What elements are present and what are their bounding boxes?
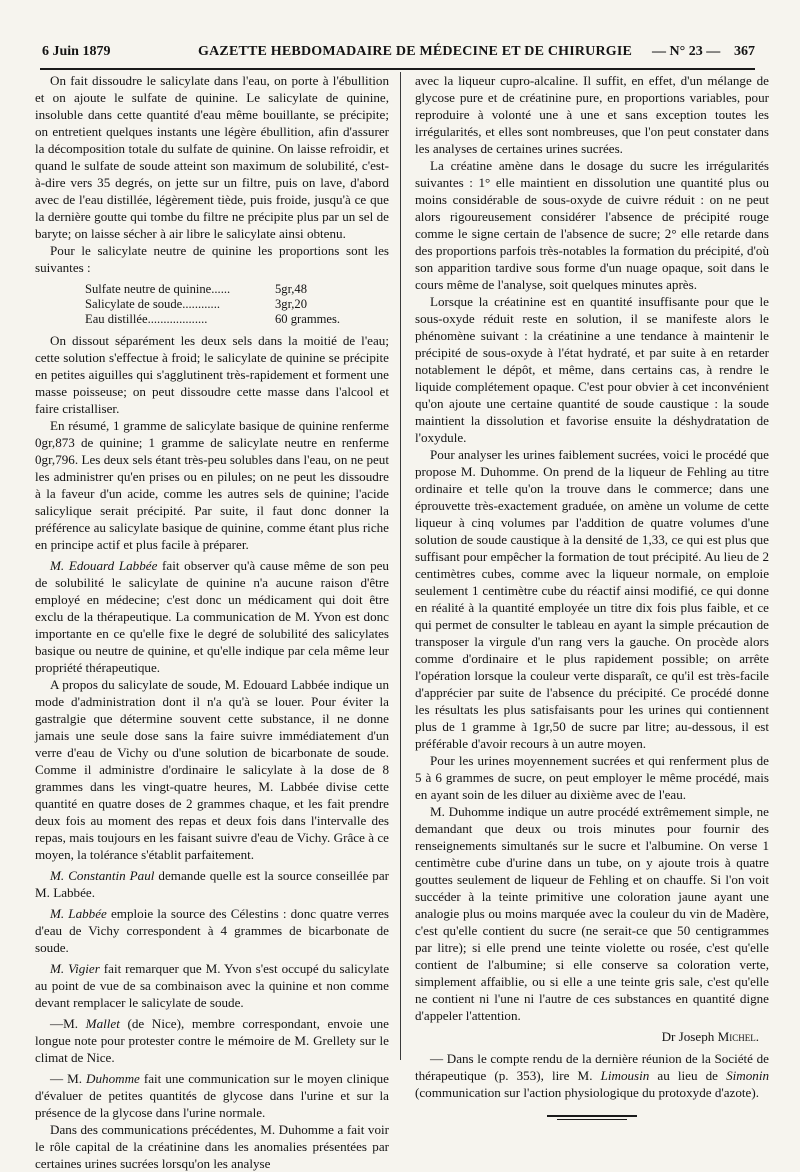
speaker-name: M. Edouard Labbée [50,558,158,573]
table-cell-ingredient: Sulfate neutre de quinine...... [85,282,231,296]
paragraph [35,557,389,676]
paragraph-text: demande quelle est la source conseillée par M. Labbée. [35,868,390,900]
paragraph: avec la liqueur cupro-alcaline. Il suffit, en effet, d'un mélange de glycose pure et de créatinine pure, en proportions variables, pour reproduire à volonté une à une et sans exception toutes les irrégularités, et elles sont nombreuses, que l'on peut constater dans les analyses de certaines urines sucrées. [415,73,769,156]
speaker-name: Duhomme [86,1071,140,1086]
table-row [85,297,389,312]
paragraph: Pour les urines moyennement sucrées et qui renferment plus de 5 à 6 grammes de sucre, on peut employer le même procédé, mais en ayant soin de les diluer au dixième avec de l'eau. [415,753,769,802]
paragraph-text: (communication sur l'action physiologique du protoxyde d'azote). [415,1085,759,1100]
header-issue-number: — N° 23 — [652,44,721,59]
speaker-name: M. Labbée [50,906,107,921]
signature-name: Michel. [717,1029,759,1044]
paragraph: Pour analyser les urines faiblement sucrées, voici le procédé que propose M. Duhomme. On prend de la liqueur de Fehling au titre ordinaire et telle qu'on la trouve dans le commerce; dans une éprouvette très-exactement graduée, on amène un volume de cette liqueur à cinq volumes par l'addition de quatre volumes d'une solution de soude caustique à la densité de 1,33, ce qui est plus que suffisant pour empêcher la formation de tout précipité. Au lieu de 2 centimètres cubes, comme avec la liqueur normale, on emploie seulement 1 centimètre cube du réactif ainsi modifié, ce qui donne en réalité à la quantité employée un titre dix fois plus faible, et ce qui permet de consulter le tableau en ayant la simple précaution de transposer la virgule d'un rang vers la gauche. On procède alors comme d'ordinaire et le plus rapidement possible; on arrête l'opération lorsque la couleur verte disparaît, ce qu'il est très-facile d'apprécier par suite de l'absence du précipité. Ce procédé donne les résultats les plus satisfaisants pour les urines qui contiennent plus de 1 gramme à 1gr,50 de sucre par litre; au-dessous, il est préférable d'avoir recours à un autre moyen. [415,447,769,751]
left-column [35,72,389,1172]
paragraph [415,1050,769,1101]
right-column [415,72,769,1120]
paragraph-text: au lieu de [649,1068,727,1083]
table-cell-ingredient: Eau distillée................... [85,312,208,326]
table-cell-quantity: 3gr,20 [275,297,308,311]
table-cell-quantity: 5gr,48 [275,282,308,296]
paragraph [35,905,389,956]
paragraph: La créatine amène dans le dosage du sucre les irrégularités suivantes : 1° elle maintient en dissolution une quantité plus ou moins considérable de sous-oxyde de cuivre réduit : on ne peut alors rigoureusement considérer l'absence de précipité rouge comme le signe certain de l'absence de sucre; 2° elle retarde dans des proportions parfois très-notables la formation du précipité, d'où son apparition tardive sous forme d'un nuage opaque, soit dans le cours même de l'analyse, soit quelques minutes après. [415,158,769,292]
person-name: Simonin [726,1068,769,1083]
table-row [85,282,389,297]
paragraph: Pour le salicylate neutre de quinine les proportions sont les suivantes : [35,243,389,275]
end-rule [557,1119,627,1120]
paragraph: Dans des communications précédentes, M. Duhomme a fait voir le rôle capital de la créatinine dans les anomalies présentées par certaines urines sucrées lorsqu'on les analyse [35,1122,389,1171]
paragraph: On fait dissoudre le salicylate dans l'eau, on porte à l'ébullition et on ajoute le sulfate de quinine. Le salicylate de quinine, insoluble dans cette quantité d'eau même bouillante, se précipite; on entretient quelques instants une légère ébullition, afin d'assurer la décomposition totale du sulfate de quinine. On laisse refroidir, et quand le sulfate de soude atteint son maximum de solubilité, c'est-à-dire vers 35 degrés, on jette sur un filtre, puis on lave, d'abord avec de l'eau distillée, légèrement tiède, puis froide, jusqu'à ce que la dernière goutte qui tombe du filtre ne précipite plus par un sel de baryte; on laisse sécher à air libre le salicylate ainsi obtenu. [35,73,389,241]
paragraph: M. Duhomme indique un autre procédé extrêmement simple, ne demandant que deux ou trois minutes pour fournir des renseignements simultanés sur le sucre et l'albumine. On verse 1 centimètre cube d'urine dans un tube, on y ajoute trois à quatre gouttes seulement de liqueur de Fehling et on chauffe. Si l'on voit succéder à la teinte primitive une coloration jaune ayant une analogie plus ou moins marquée avec la couleur du vin de Madère, c'est qu'elle contient du sucre (ne serait-ce que 50 centigrammes par litre); si elle prend une teinte violette ou rosée, c'est qu'elle contient de l'albumine; si elle conserve sa coloration verte, simplement affaiblie, ou si elle a une teinte gris sale, c'est qu'elle ne contient ni l'une ni l'autre de ces substances en quantité digne d'appeler l'attention. [415,804,769,1023]
author-signature [415,1028,769,1045]
speaker-name: Mallet [85,1016,120,1031]
table-cell-quantity: 60 grammes. [275,312,341,326]
paragraph: On dissout séparément les deux sels dans la moitié de l'eau; cette solution s'effectue à froid; le salicylate de quinine se précipite en petites aiguilles qui s'agglutinent très-rapidement et forment une masse poisseuse; on peut dissoudre cette masse dans l'alcool et faire cristalliser. [35,333,389,416]
header-date: 6 Juin 1879 [42,44,111,59]
speaker-name: M. Constantin Paul [50,868,155,883]
paragraph: A propos du salicylate de soude, M. Edouard Labbée indique un mode d'administration dont il n'a qu'à se louer. Pour éviter la gastralgie que détermine souvent cette substance, il ne donne jamais une seule dose sans la faire suivre immédiatement d'un verre d'eau de Vichy ou d'une solution de bicarbonate de soude. Comme il administre d'ordinaire le salicylate à la dose de 8 grammes dans les vingt-quatre heures, M. Labbée divise cette quantité en quatre doses de 2 grammes chaque, et les fait prendre deux fois au moment des repas et deux fois dans l'intervalle des repas, mais toujours en les faisant suivre d'eau de Vichy. Grâce à ce moyen, la tolérance s'établit parfaitement. [35,677,389,862]
paragraph-text: — Dans le compte rendu de la dernière réunion de la Société de thérapeutique (p. 353), lire M. [415,1051,769,1083]
paragraph-text: (de Nice), membre correspondant, envoie une longue note pour protester contre le mémoire de M. Grellety sur le climat de Nice. [35,1016,389,1065]
header-page-number: 367 [734,44,755,59]
paragraph [35,1015,389,1066]
dash-prefix: — M. [50,1071,87,1086]
column-divider [400,72,401,1060]
paragraph [35,960,389,1011]
paragraph-text: fait observer qu'à cause même de son peu de solubilité le salicylate de quinine n'a aucune raison d'être employé en médecine; c'est donc un médicament qui doit être exclu de la thérapeutique. La communication de M. Yvon est donc importante en ce qu'elle fixe le degré de solubilité des salicylates basique ou neutre de quinine, et qu'elle indique par cela même leur propriété thérapeutique. [35,558,389,675]
paragraph-text: fait une communication sur le moyen clinique d'évaluer de petites quantités de glycose dans l'urine et sur la présence de la glycose dans l'urine normale. [35,1071,389,1120]
paragraph: En résumé, 1 gramme de salicylate basique de quinine renferme 0gr,873 de quinine; 1 gramme de salicylate neutre en renferme 0gr,796. Les deux sels étant très-peu solubles dans l'eau, on ne peut les administrer qu'en prises ou en pilules; on ne peut les dissoudre à la faveur d'un acide, comme les autres sels de quinine; l'acide salicylique serait précipité. Par suite, il faut donc donner la préférence au salicylate basique de quinine, comme étant plus riche en principe actif et plus facile à préparer. [35,418,389,552]
speaker-name: M. Vigier [50,961,100,976]
proportions-table [85,282,389,327]
person-name: Limousin [600,1068,650,1083]
header-title: GAZETTE HEBDOMADAIRE DE MÉDECINE ET DE CHIRURGIE [198,44,633,59]
page-header [40,42,755,70]
paragraph [35,1070,389,1121]
paragraph [35,867,389,901]
dash-prefix: —M. [50,1016,86,1031]
paragraph-text: emploie la source des Célestins : donc quatre verres d'eau de Vichy correspondent à 4 grammes de bicarbonate de soude. [35,906,389,955]
end-rule [547,1115,637,1117]
table-cell-ingredient: Salicylate de soude............ [85,297,221,311]
paragraph: Lorsque la créatinine est en quantité insuffisante pour que le sous-oxyde réduit reste en solution, il se manifeste alors le phénomène suivant : la créatinine a une tendance à maintenir le précipité de sous-oxyde à l'état hydraté, et par suite à en retarder notablement le dépôt, et même, dans certains cas, à rendre le liquide complétement opaque. C'est pour obvier à cet inconvénient qu'on ajoute une certaine quantité de soude caustique : la soude maintient la dissolution et favorise ensuite la déshydratation de l'oxydule. [415,294,769,445]
paragraph-text: fait remarquer que M. Yvon s'est occupé du salicylate au point de vue de sa combinaison avec la quinine et non comme devant remplacer le salicylate de soude. [35,961,390,1010]
signature-prefix: Dr Joseph [661,1029,718,1044]
table-row [85,312,389,327]
